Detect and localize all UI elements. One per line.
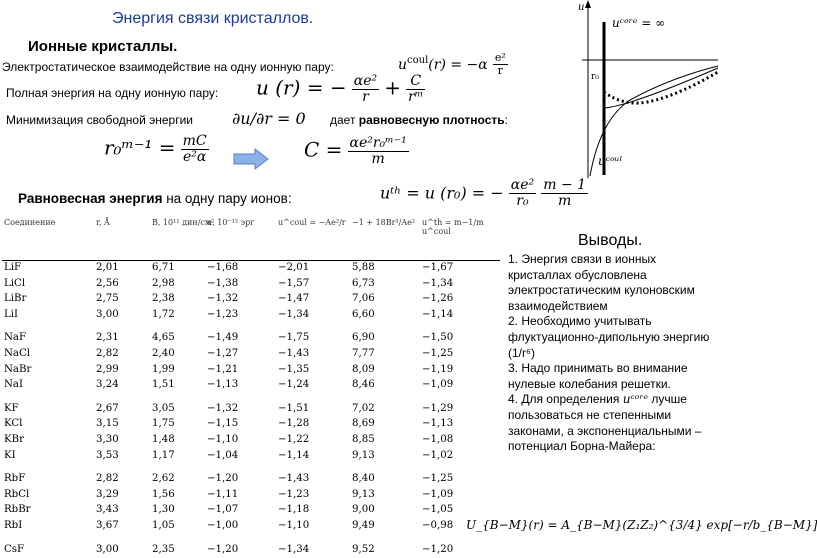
col-header: −1 + 18Br³/Ae² <box>352 218 415 227</box>
table-row <box>2 292 500 308</box>
value-cell: 3,15 <box>96 418 119 429</box>
value-cell: −1,05 <box>422 504 453 515</box>
value-cell: −1,43 <box>278 348 309 359</box>
col-header: Соединение <box>4 218 55 227</box>
compound-cell: CsF <box>4 544 24 555</box>
table-row <box>2 543 500 558</box>
value-cell: 1,72 <box>152 309 175 320</box>
value-cell: −1,25 <box>422 348 453 359</box>
value-cell: 9,00 <box>352 504 375 515</box>
total-energy-label: Полная энергия на одну ионную пару: <box>6 86 218 100</box>
r0-formula: r₀ᵐ⁻¹ = $\frac{mC}{\text{e²α}}$ <box>104 134 209 166</box>
value-cell: −2,01 <box>278 262 309 273</box>
value-cell: −1,20 <box>207 544 238 555</box>
uth-formula: uᵗʰ = u (r₀) = − $\frac{\text{αe²}}{\text{r₀}}$ $\frac{m - 1}{m}$ <box>380 178 588 210</box>
table-body <box>2 261 500 558</box>
table-row <box>2 261 500 277</box>
value-cell: 3,00 <box>96 544 119 555</box>
table-header <box>2 210 500 261</box>
value-cell: −1,04 <box>207 450 238 461</box>
u-axis-label: u <box>578 2 584 13</box>
table-row <box>2 331 500 347</box>
value-cell: 8,40 <box>352 473 375 484</box>
value-cell: 2,31 <box>96 332 119 343</box>
table-row <box>2 433 500 449</box>
value-cell: 3,24 <box>96 379 119 390</box>
section-heading: Ионные кристаллы. <box>28 38 177 55</box>
value-cell: −1,50 <box>422 332 453 343</box>
col-header: u, 10⁻¹² эрг <box>207 218 254 227</box>
value-cell: −1,15 <box>207 418 238 429</box>
value-cell: −1,09 <box>422 489 453 500</box>
conclusions-title: Выводы. <box>578 232 642 250</box>
compound-cell: LiF <box>4 262 21 273</box>
value-cell: 2,35 <box>152 544 175 555</box>
value-cell: 1,17 <box>152 450 175 461</box>
r0-axis-label: r₀ <box>591 72 599 82</box>
equilibrium-label: Равновесная энергия на одну пару ионов: <box>18 191 292 206</box>
value-cell: −1,14 <box>422 309 453 320</box>
value-cell: 1,56 <box>152 489 175 500</box>
value-cell: −1,32 <box>207 293 238 304</box>
compound-cell: NaF <box>4 332 26 343</box>
minimization-label: Минимизация свободной энергии <box>6 113 193 127</box>
value-cell: −1,29 <box>422 403 453 414</box>
gives-text: дает равновесную плотность: <box>330 113 508 127</box>
value-cell: −1,28 <box>278 418 309 429</box>
value-cell: 6,71 <box>152 262 175 273</box>
compound-cell: NaBr <box>4 364 31 375</box>
value-cell: 5,88 <box>352 262 375 273</box>
compound-cell: LiI <box>4 309 18 320</box>
value-cell: 2,82 <box>96 473 119 484</box>
value-cell: −1,47 <box>278 293 309 304</box>
value-cell: 3,29 <box>96 489 119 500</box>
value-cell: 8,85 <box>352 434 375 445</box>
value-cell: 6,90 <box>352 332 375 343</box>
col-header: B, 10¹¹ дин/см² <box>152 218 214 227</box>
page-title: Энергия связи кристаллов. <box>112 10 313 28</box>
conclusion-3: 3. Надо принимать во внимание нулевые колебания решетки. <box>508 361 718 392</box>
value-cell: −1,20 <box>422 544 453 555</box>
value-cell: −1,38 <box>207 278 238 289</box>
table-row <box>2 488 500 504</box>
value-cell: −1,13 <box>422 418 453 429</box>
value-cell: 2,98 <box>152 278 175 289</box>
born-mayer-formula: U_{B−M}(r) = A_{B−M}(Z₁Z₂)^{3/4} exp[−r/b_{B−M}] <box>466 518 817 532</box>
value-cell: 4,65 <box>152 332 175 343</box>
compound-cell: KI <box>4 450 16 461</box>
value-cell: −1,10 <box>207 434 238 445</box>
ucore-label: uᶜᵒʳᵉ = ∞ <box>612 16 665 30</box>
value-cell: −1,27 <box>207 348 238 359</box>
compound-cell: RbBr <box>4 504 31 515</box>
electrostatic-label: Электростатическое взаимодействие на одну ионную пару: <box>2 60 334 74</box>
table-row <box>2 417 500 433</box>
col-header: u^th = m−1/m u^coul <box>422 218 500 236</box>
value-cell: −1,18 <box>278 504 309 515</box>
value-cell: −1,49 <box>207 332 238 343</box>
compound-cell: KF <box>4 403 19 414</box>
value-cell: 1,99 <box>152 364 175 375</box>
value-cell: −1,68 <box>207 262 238 273</box>
value-cell: −1,11 <box>207 489 238 500</box>
value-cell: −1,00 <box>207 520 238 531</box>
value-cell: −1,25 <box>422 473 453 484</box>
table-row <box>2 503 500 519</box>
conclusion-2: 2. Необходимо учитывать флуктуационно-дипольную энергию (1/r⁶) <box>508 314 718 361</box>
table-row <box>2 378 500 394</box>
value-cell: −1,13 <box>207 379 238 390</box>
value-cell: 9,49 <box>352 520 375 531</box>
u-formula: u (r) = − $\frac{\text{αe²}}{r}$ + $\frac{C}{\text{rᵐ}}$ <box>256 74 425 106</box>
value-cell: 9,13 <box>352 450 375 461</box>
value-cell: 2,82 <box>96 348 119 359</box>
value-cell: 8,09 <box>352 364 375 375</box>
value-cell: 2,62 <box>152 473 175 484</box>
value-cell: −1,08 <box>422 434 453 445</box>
compound-cell: RbI <box>4 520 22 531</box>
value-cell: 3,05 <box>152 403 175 414</box>
derivative-formula: ∂u/∂r = 0 <box>232 109 306 128</box>
compound-cell: NaCl <box>4 348 30 359</box>
conclusion-1: 1. Энергия связи в ионных кристаллах обусловлена электростатическим кулоновским взаимодействием <box>508 252 718 314</box>
value-cell: −0,98 <box>422 520 453 531</box>
value-cell: 2,56 <box>96 278 119 289</box>
value-cell: −1,10 <box>278 520 309 531</box>
value-cell: −1,14 <box>278 450 309 461</box>
value-cell: 1,51 <box>152 379 175 390</box>
value-cell: 7,02 <box>352 403 375 414</box>
value-cell: −1,43 <box>278 473 309 484</box>
value-cell: 9,52 <box>352 544 375 555</box>
table-row <box>2 449 500 465</box>
value-cell: 2,75 <box>96 293 119 304</box>
ucoul-formula: $u^{coul}(r) = -\alpha$ $\frac{\text{e²}}{r}$ <box>398 52 508 77</box>
value-cell: 2,67 <box>96 403 119 414</box>
value-cell: 7,77 <box>352 348 375 359</box>
value-cell: 3,43 <box>96 504 119 515</box>
value-cell: 2,38 <box>152 293 175 304</box>
value-cell: −1,07 <box>207 504 238 515</box>
conclusions-text <box>508 252 718 455</box>
table-row <box>2 363 500 379</box>
compound-cell: KCl <box>4 418 22 429</box>
value-cell: −1,34 <box>422 278 453 289</box>
value-cell: 1,48 <box>152 434 175 445</box>
value-cell: 3,00 <box>96 309 119 320</box>
value-cell: 6,73 <box>352 278 375 289</box>
value-cell: 1,30 <box>152 504 175 515</box>
value-cell: −1,75 <box>278 332 309 343</box>
value-cell: 2,40 <box>152 348 175 359</box>
energy-table <box>2 210 500 558</box>
value-cell: 8,69 <box>352 418 375 429</box>
table-row <box>2 472 500 488</box>
conclusion-4: 4. Для определения uᶜᵒʳᵉ лучше пользоваться не степенными законами, а экспоненциальными – потенциал Борна-Майера: <box>508 392 718 454</box>
table-row <box>2 402 500 418</box>
value-cell: −1,20 <box>207 473 238 484</box>
arrow-icon <box>233 148 269 170</box>
value-cell: 1,75 <box>152 418 175 429</box>
value-cell: −1,23 <box>207 309 238 320</box>
value-cell: 6,60 <box>352 309 375 320</box>
value-cell: −1,35 <box>278 364 309 375</box>
compound-cell: LiBr <box>4 293 26 304</box>
value-cell: −1,34 <box>278 544 309 555</box>
value-cell: 9,13 <box>352 489 375 500</box>
value-cell: 2,99 <box>96 364 119 375</box>
value-cell: 8,46 <box>352 379 375 390</box>
compound-cell: NaI <box>4 379 23 390</box>
table-row <box>2 308 500 324</box>
compound-cell: KBr <box>4 434 24 445</box>
value-cell: 3,53 <box>96 450 119 461</box>
value-cell: −1,32 <box>207 403 238 414</box>
value-cell: −1,22 <box>278 434 309 445</box>
value-cell: −1,23 <box>278 489 309 500</box>
ucoul-graph-label: uᶜᵒᵘˡ <box>598 154 622 168</box>
value-cell: −1,19 <box>422 364 453 375</box>
value-cell: 3,67 <box>96 520 119 531</box>
value-cell: −1,02 <box>422 450 453 461</box>
col-header: u^coul = −Ae²/r <box>278 218 346 227</box>
compound-cell: RbCl <box>4 489 29 500</box>
value-cell: 3,30 <box>96 434 119 445</box>
compound-cell: LiCl <box>4 278 25 289</box>
value-cell: −1,57 <box>278 278 309 289</box>
value-cell: 7,06 <box>352 293 375 304</box>
value-cell: 2,01 <box>96 262 119 273</box>
table-row <box>2 519 500 535</box>
c-formula: C = $\frac{\text{αe²r₀ᵐ⁻¹}}{m}$ <box>304 136 409 168</box>
col-header: r, Å <box>96 218 110 227</box>
value-cell: −1,24 <box>278 379 309 390</box>
value-cell: −1,51 <box>278 403 309 414</box>
value-cell: −1,67 <box>422 262 453 273</box>
value-cell: −1,09 <box>422 379 453 390</box>
value-cell: 1,05 <box>152 520 175 531</box>
table-row <box>2 277 500 293</box>
compound-cell: RbF <box>4 473 25 484</box>
value-cell: −1,26 <box>422 293 453 304</box>
potential-graph <box>560 0 720 180</box>
table-row <box>2 347 500 363</box>
value-cell: −1,21 <box>207 364 238 375</box>
value-cell: −1,34 <box>278 309 309 320</box>
